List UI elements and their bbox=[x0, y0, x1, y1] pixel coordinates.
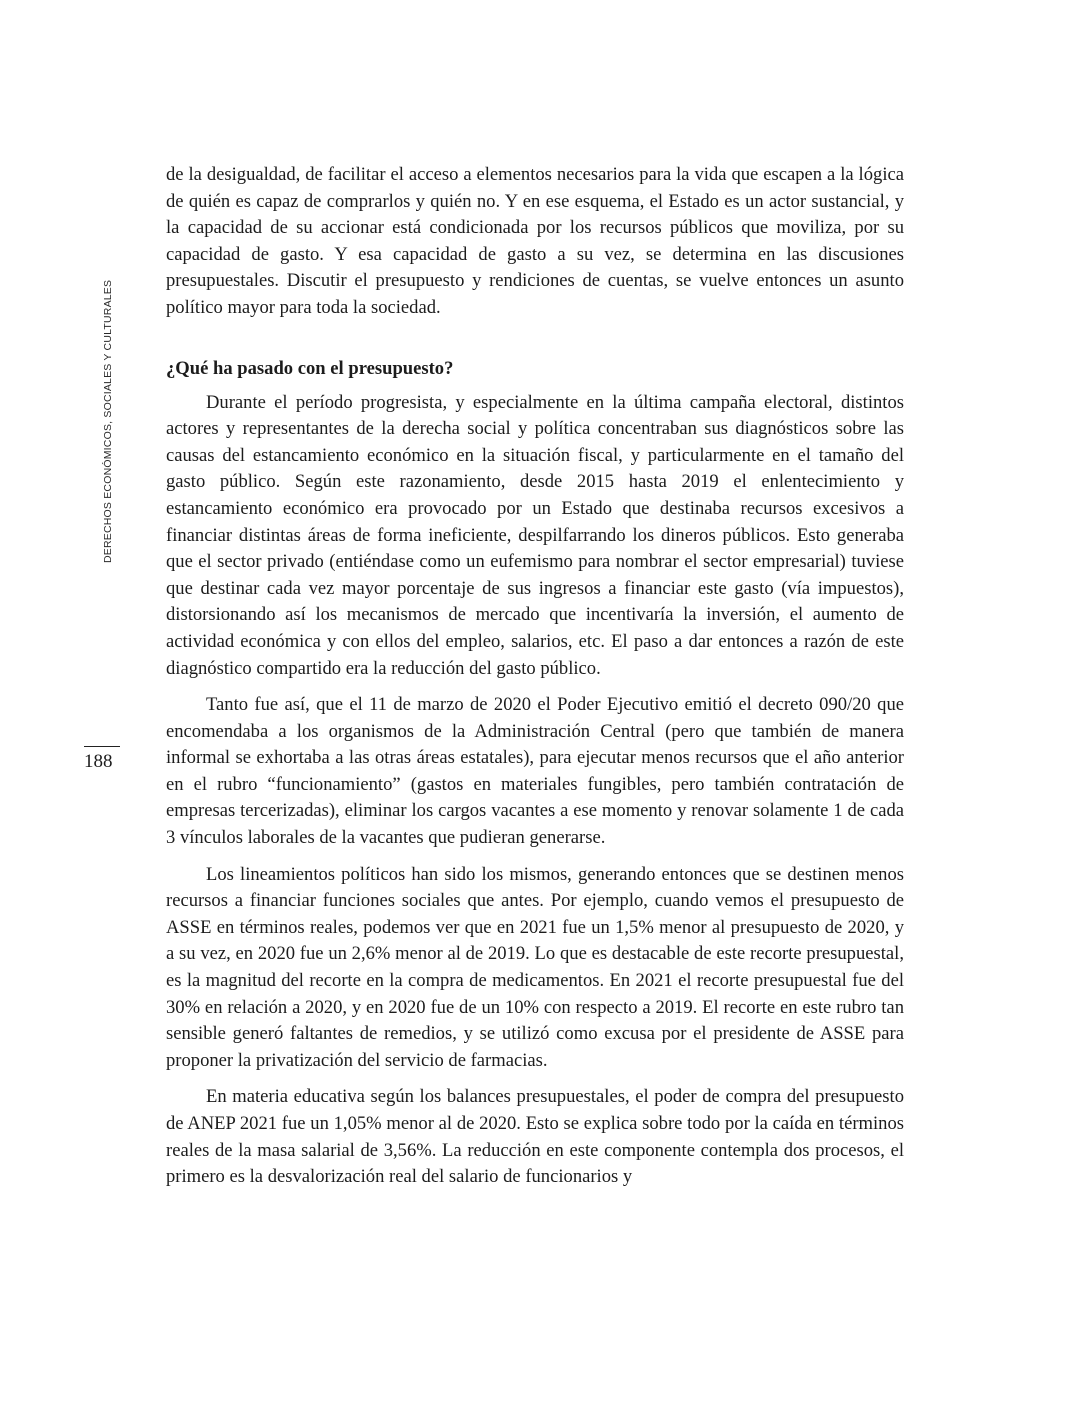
body-text bbox=[166, 162, 904, 1201]
paragraph-progressive-period: Durante el período progresista, y especialmente en la última campaña electoral, distintos actores y representantes de la derecha social y política concentraban sus diagnósticos sobre las causas del estancamiento económico en la situación fiscal, y particularmente en el tamaño del gasto público. Según este razonamiento, desde 2015 hasta 2019 el enlentecimiento y estancamiento económico era provocado por un Estado que destinaba recursos excesivos a financiar distintas áreas de forma ineficiente, despilfarrando los dineros públicos. Esto generaba que el sector privado (entiéndase como un eufemismo para nombrar el sector empresarial) tuviese que destinar cada vez mayor porcentaje de sus ingresos a financiar este gasto (vía impuestos), distorsionando así los mecanismos de mercado que incentivaría la inversión, el aumento de actividad económica y con ellos del empleo, salarios, etc. El paso a dar entonces a razón de este diagnóstico compartido era la reducción del gasto público. bbox=[166, 391, 904, 679]
page-number-rule bbox=[84, 746, 120, 747]
page-number: 188 bbox=[84, 751, 113, 772]
paragraph-decree: Tanto fue así, que el 11 de marzo de 2020 el Poder Ejecutivo emitió el decreto 090/20 que encomendaba a los organismos de la Administración Central (pero que también de manera informal se exhortaba a las otras áreas estatales), para ejecutar menos recursos que el año anterior en el rubro “funcionamiento” (gastos en materiales fungibles, pero también contratación de empresas tercerizadas), eliminar los cargos vacantes a ese momento y renovar solamente 1 de cada 3 vínculos laborales de la vacantes que pudieran generarse. bbox=[166, 694, 904, 849]
section-heading: ¿Qué ha pasado con el presupuesto? bbox=[166, 357, 454, 379]
paragraph-asse-budget: Los lineamientos políticos han sido los mismos, generando entonces que se destinen menos recursos a financiar funciones sociales que antes. Por ejemplo, cuando vemos el presupuesto de ASSE en términos reales, podemos ver que en 2021 fue un 1,5% menor al presupuesto de 2020, y a su vez, en 2020 fue un 2,6% menor al de 2019. Lo que es destacable de este recorte presupuestal, es la magnitud del recorte en la compra de medicamentos. En 2021 el recorte presupuestal fue del 30% en relación a 2020, y en 2020 fue de un 10% con respecto a 2019. El recorte en este rubro tan sensible generó faltantes de remedios, y se utilizó como excusa por el presidente de ASSE para proponer la privatización del servicio de farmacias. bbox=[166, 863, 904, 1071]
running-header: DERECHOS ECONÓMICOS, SOCIALES Y CULTURALES bbox=[102, 279, 114, 563]
paragraph-anep-budget: En materia educativa según los balances presupuestales, el poder de compra del presupuesto de ANEP 2021 fue un 1,05% menor al de 2020. Esto se explica sobre todo por la caída en términos reales de la masa salarial de 3,56%. La reducción en este componente contempla dos procesos, el primero es la desvalorización real del salario de funcionarios y bbox=[166, 1086, 904, 1188]
paragraph-continuation: de la desigualdad, de facilitar el acceso a elementos necesarios para la vida que escapen a la lógica de quién es capaz de comprarlos y quién no. Y en ese esquema, el Estado es un actor sustancial, y la capacidad de su accionar está condicionada por los recursos públicos que moviliza, por su capacidad de gasto. Y esa capacidad de gasto a su vez, se determina en las discusiones presupuestales. Discutir el presupuesto y rendiciones de cuentas, se vuelve entonces un asunto político mayor para toda la sociedad. bbox=[166, 164, 904, 318]
